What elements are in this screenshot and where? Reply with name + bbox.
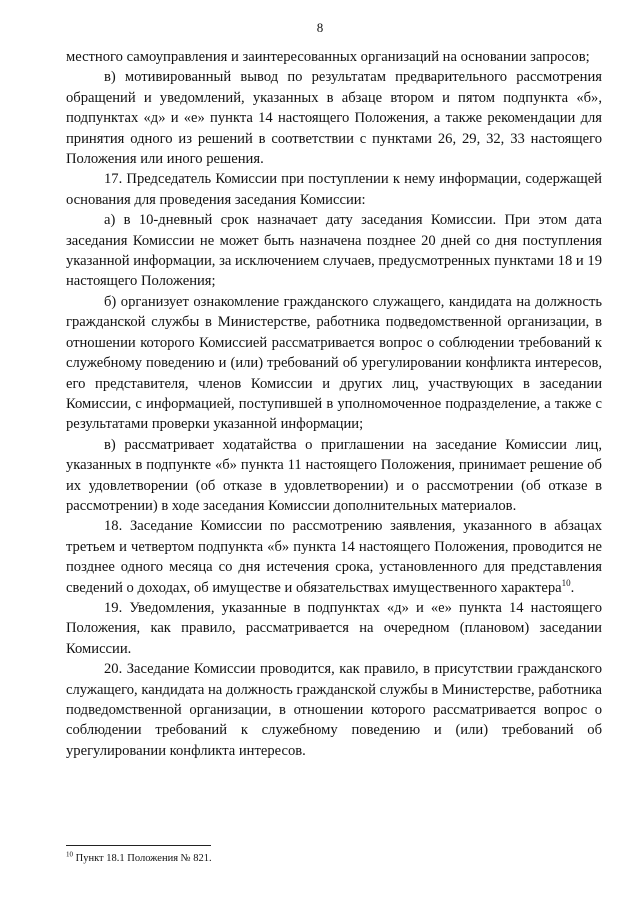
- paragraph-17-a: а) в 10-дневный срок назначает дату заседания Комиссии. При этом дата заседания Комиссии не может быть назначена позднее 20 дней со дня поступления указанной информации, за исключением случаев, предусмотренных пунктами 18 и 19 настоящего Положения;: [66, 212, 602, 290]
- paragraph-20: 20. Заседание Комиссии проводится, как правило, в присутствии гражданского служащего, кандидата на должность гражданской службы в Министерстве, работника подведомственной организации, в отношении которого рассматривается вопрос о соблюдении требований к служебному поведению и (или) требований об урегулировании конфликта интересов.: [66, 661, 602, 759]
- body-text: [66, 47, 602, 761]
- paragraph-19: 19. Уведомления, указанные в подпунктах «д» и «е» пункта 14 настоящего Положения, как правило, рассматривается на очередном (плановом) заседании Комиссии.: [66, 599, 602, 657]
- footnote-reference[interactable]: 10: [561, 577, 571, 588]
- paragraph-16-v: в) мотивированный вывод по результатам предварительного рассмотрения обращений и уведомлений, указанных в абзаце втором и пятом подпункта «б», подпунктах «д» и «е» пункта 14 настоящего Положения, а также рекомендации для принятия одного из решений в соответствии с пунктами 26, 29, 32, 33 настоящего Положения или иного решения.: [66, 69, 602, 168]
- paragraph-17-v: в) рассматривает ходатайства о приглашении на заседание Комиссии лиц, указанных в подпункте «б» пункта 11 настоящего Положения, принимает решение об их удовлетворении (об отказе в удовлетворении) и о рассмотрении (об отказе в рассмотрении) в ходе заседания Комиссии дополнительных материалов.: [66, 436, 602, 514]
- paragraph-18: [66, 516, 602, 598]
- paragraph-17-b: б) организует ознакомление гражданского служащего, кандидата на должность гражданской службы в Министерстве, работника подведомственной организации, в отношении которого Комиссией рассматривается вопрос о соблюдении требований к служебному поведению и (или) требований об урегулировании конфликта интересов, его представителя, членов Комиссии и других лиц, участвующих в заседании Комиссии, с информацией, поступившей в уполномоченное подразделение, а также с результатами проверки указанной информации;: [66, 293, 602, 433]
- paragraph-18-text: 18. Заседание Комиссии по рассмотрению заявления, указанного в абзацах третьем и четвертом подпункта «б» пункта 14 настоящего Положения, проводится не позднее одного месяца со дня истечения срока, установленного для представления сведений о доходах, об имуществе и обязательствах имущественного характера: [66, 518, 602, 596]
- footnote-number: 10: [66, 850, 73, 859]
- paragraph-continuation: местного самоуправления и заинтересованных организаций на основании запросов;: [66, 49, 590, 65]
- footnote-text: Пункт 18.1 Положения № 821.: [73, 853, 212, 864]
- paragraph-17: 17. Председатель Комиссии при поступлении к нему информации, содержащей основания для проведения заседания Комиссии:: [66, 171, 602, 208]
- footnote: [66, 852, 602, 865]
- paragraph-18-end: .: [570, 579, 575, 596]
- page-number: 8: [316, 20, 324, 35]
- footnote-divider: [66, 845, 211, 846]
